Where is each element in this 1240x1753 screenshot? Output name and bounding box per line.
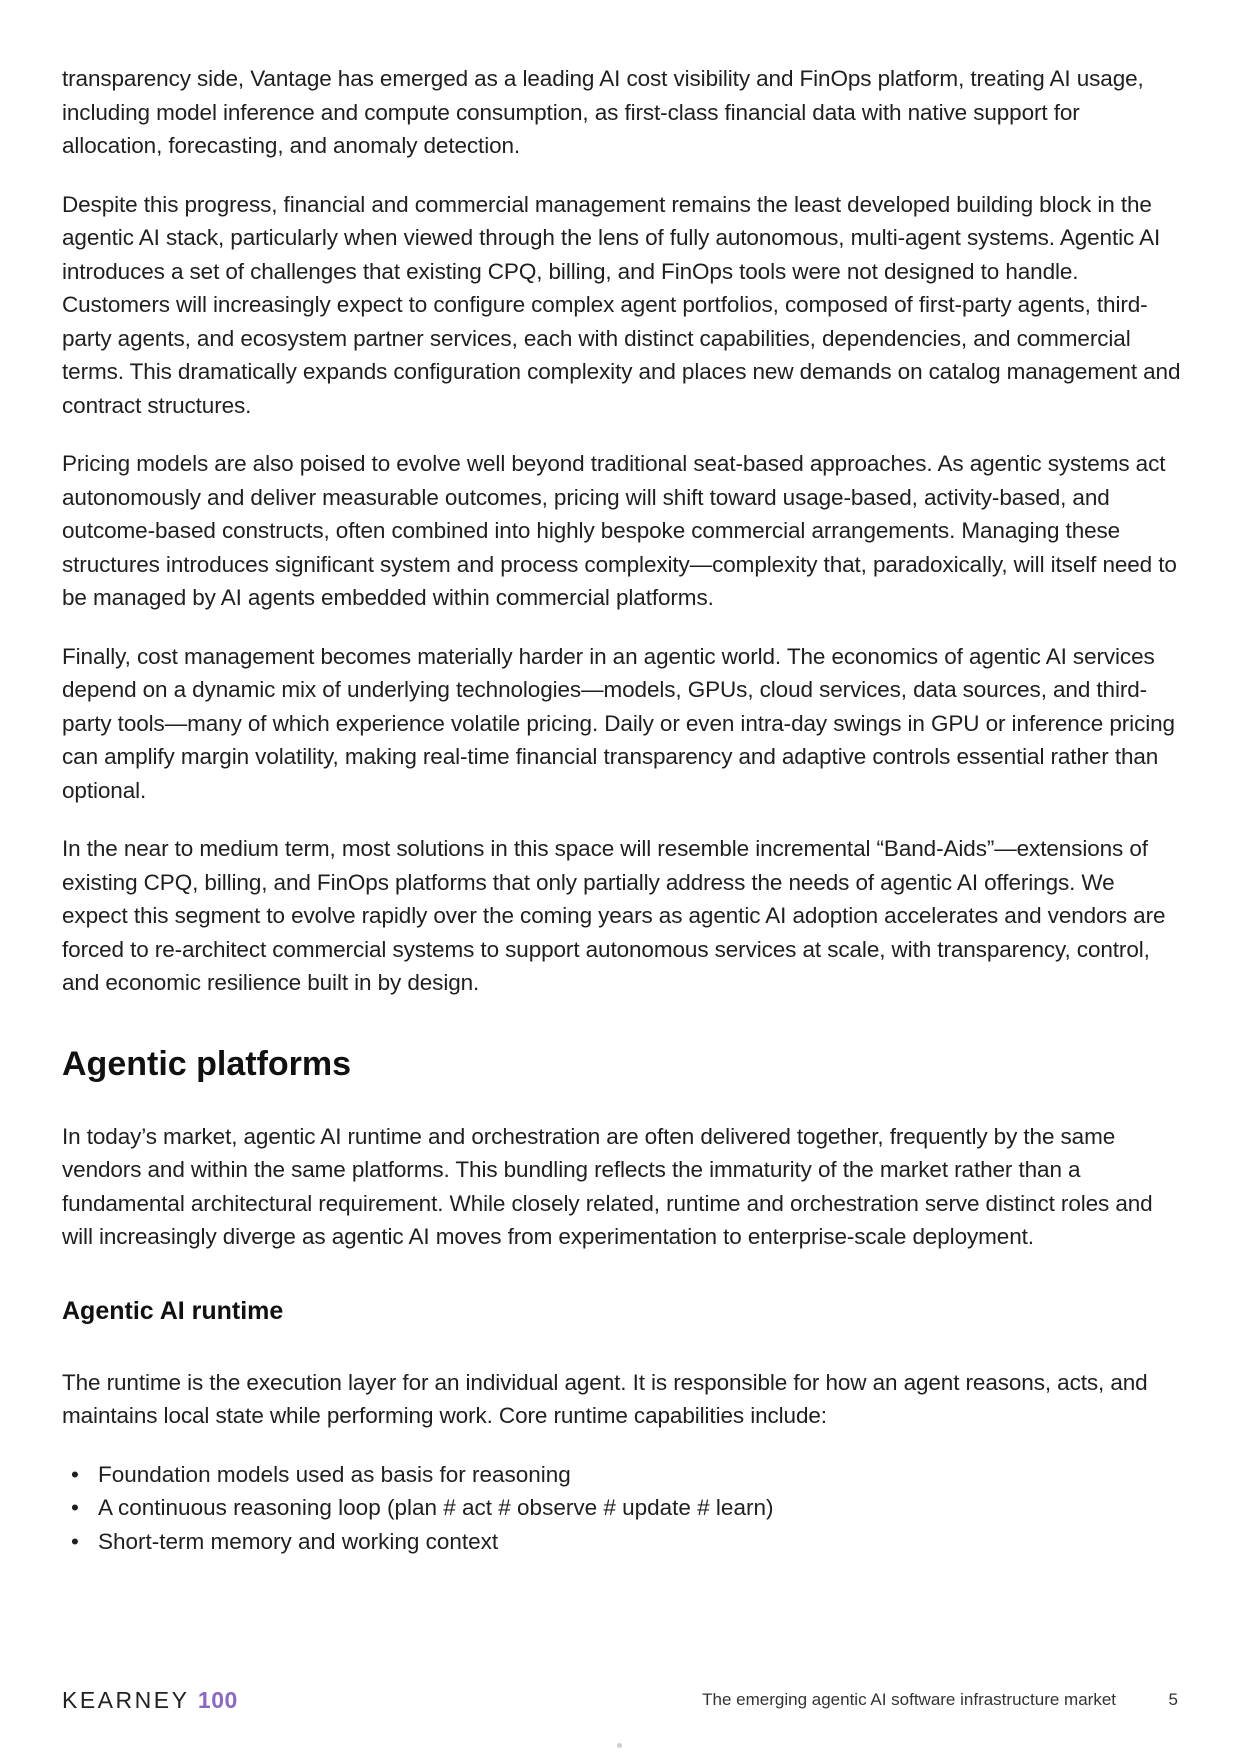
paragraph-pricing-models: Pricing models are also poised to evolve well beyond traditional seat-based approaches. As agentic systems act autonomously and deliver measurable outcomes, pricing will shift toward usage-based, activity-based, and outcome-based constructs, often combined into highly bespoke commercial arrangements. Managing these structures introduces significant system and process complexity—complexity that, paradoxically, will itself need to be managed by AI agents embedded within commercial platforms. [62, 451, 1177, 610]
section-heading-agentic-platforms: Agentic platforms [62, 1044, 352, 1083]
page-number: 5 [1168, 1690, 1178, 1709]
document-title: The emerging agentic AI software infrastructure market [702, 1690, 1116, 1709]
paragraph-runtime-intro: The runtime is the execution layer for an individual agent. It is responsible for how an agent reasons, acts, and maintains local state while performing work. Core runtime capabilities include: [62, 1369, 1148, 1428]
paragraph-cost-management: Finally, cost management becomes materially harder in an agentic world. The economics of agentic AI services depend on a dynamic mix of underlying technologies—models, GPUs, cloud services, data sources, and third-party tools—many of which experience volatile pricing. Daily or even intra-day swings in GPU or inference pricing can amplify margin volatility, making real-time financial transparency and adaptive controls essential rather than optional. [62, 643, 1175, 803]
list-item-text: Short-term memory and working context [98, 1528, 499, 1554]
list-item [62, 1525, 1182, 1559]
subsection-heading-runtime: Agentic AI runtime [62, 1296, 284, 1325]
kearney-logo [62, 1687, 238, 1714]
list-item [62, 1491, 1182, 1525]
logo-number: 100 [197, 1687, 238, 1713]
page-content [62, 62, 1182, 1558]
paragraph-vantage: transparency side, Vantage has emerged as a leading AI cost visibility and FinOps platform, treating AI usage, including model inference and compute consumption, as first-class financial data with native support for allocation, forecasting, and anomaly detection. [62, 66, 1144, 158]
bullet-marker: • [71, 1528, 79, 1554]
list-item [62, 1458, 1182, 1492]
page-footer [62, 1687, 1178, 1717]
list-item-text: Foundation models used as basis for reasoning [98, 1461, 571, 1487]
paragraph-near-term: In the near to medium term, most solutions in this space will resemble incremental “Band-Aids”—extensions of existing CPQ, billing, and FinOps platforms that only partially address the needs of agentic AI offerings. We expect this segment to evolve rapidly over the coming years as agentic AI adoption accelerates and vendors are forced to re-architect commercial systems to support autonomous services at scale, with transparency, control, and economic resilience built in by design. [62, 836, 1166, 995]
bullet-marker: • [71, 1461, 79, 1487]
bullet-marker: • [71, 1495, 79, 1520]
list-item-text: A continuous reasoning loop (plan # act # observe # update # learn) [98, 1495, 774, 1520]
scroll-indicator [617, 1743, 622, 1748]
paragraph-financial-management: Despite this progress, financial and commercial management remains the least developed building block in the agentic AI stack, particularly when viewed through the lens of fully autonomous, multi-agent systems. Agentic AI introduces a set of challenges that existing CPQ, billing, and FinOps tools were not designed to handle. Customers will increasingly expect to configure complex agent portfolios, composed of first-party agents, third-party agents, and ecosystem partner services, each with distinct capabilities, dependencies, and commercial terms. This dramatically expands configuration complexity and places new demands on catalog management and contract structures. [62, 191, 1181, 418]
logo-wordmark: KEARNEY [62, 1687, 190, 1713]
runtime-capabilities-list [62, 1458, 1182, 1559]
paragraph-platforms-intro: In today’s market, agentic AI runtime and orchestration are often delivered together, frequently by the same vendors and within the same platforms. This bundling reflects the immaturity of the market rather than a fundamental architectural requirement. While closely related, runtime and orchestration serve distinct roles and will increasingly diverge as agentic AI moves from experimentation to enterprise-scale deployment. [62, 1123, 1153, 1249]
